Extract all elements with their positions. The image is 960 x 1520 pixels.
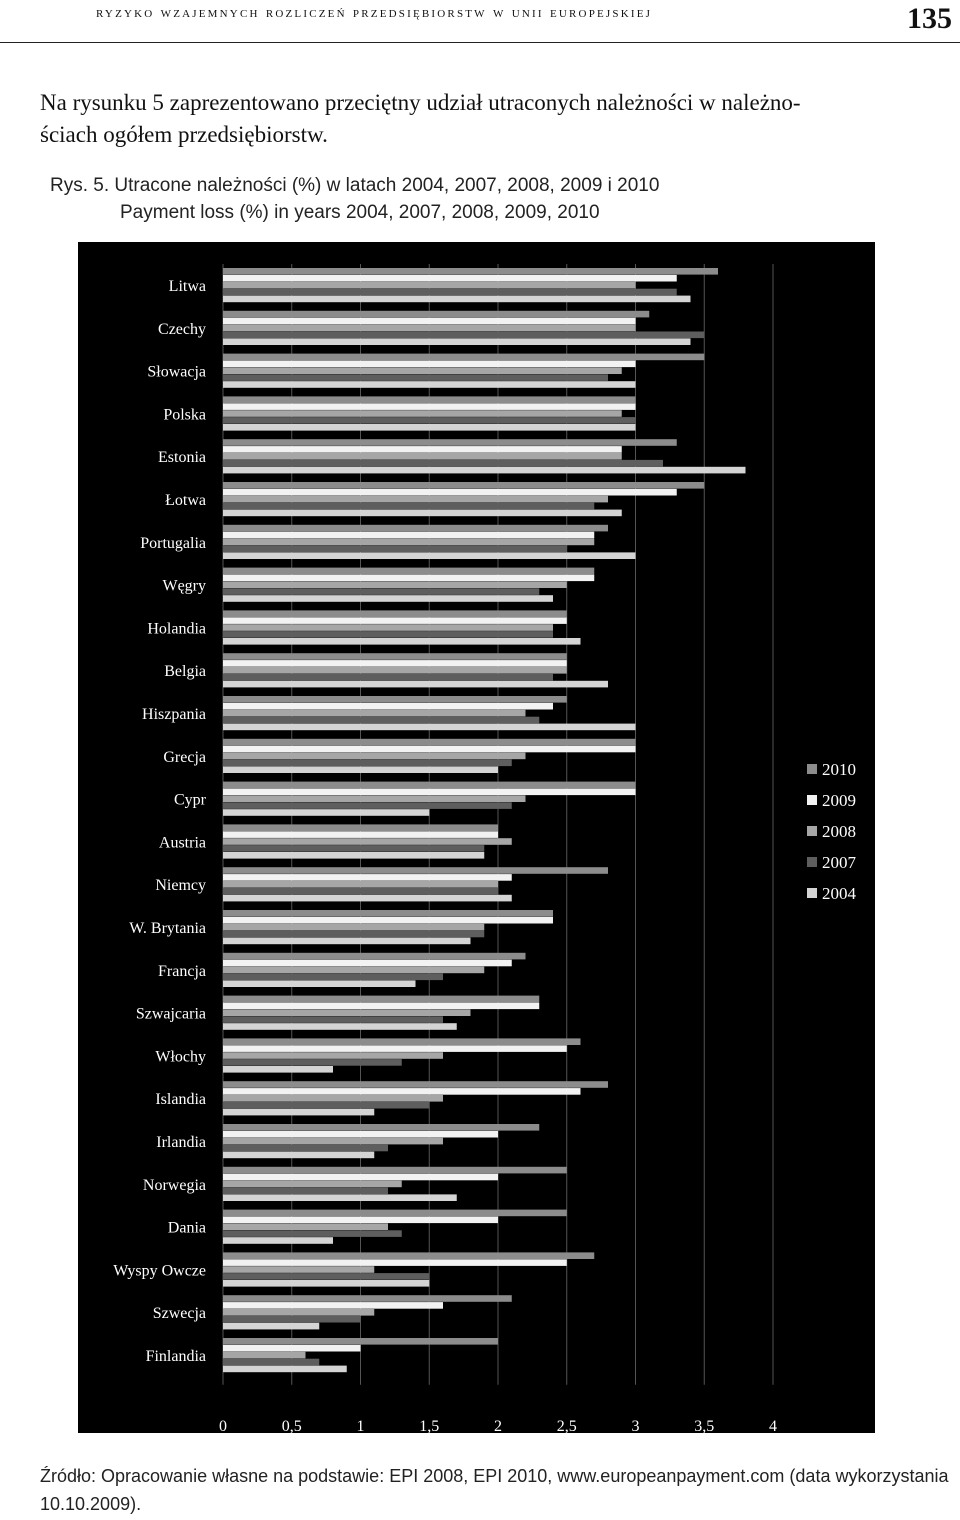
bar-11-2008 xyxy=(223,753,526,760)
bar-20-2007 xyxy=(223,1145,388,1152)
bar-9-2008 xyxy=(223,667,567,674)
category-label: Włochy xyxy=(155,1048,206,1066)
bar-5-2007 xyxy=(223,503,594,510)
bar-11-2009 xyxy=(223,746,636,753)
category-label: Finlandia xyxy=(145,1348,206,1365)
category-label: Czechy xyxy=(158,320,206,338)
bar-18-2008 xyxy=(223,1052,443,1059)
bar-20-2009 xyxy=(223,1131,498,1138)
bar-3-2009 xyxy=(223,403,636,410)
legend-label-2008: 2008 xyxy=(822,822,856,841)
bar-15-2008 xyxy=(223,924,484,931)
category-label: Francja xyxy=(158,962,206,980)
bar-14-2007 xyxy=(223,888,498,895)
bar-3-2008 xyxy=(223,410,622,417)
bar-12-2004 xyxy=(223,809,429,816)
bar-4-2004 xyxy=(223,467,746,474)
bar-11-2007 xyxy=(223,760,512,767)
bar-13-2009 xyxy=(223,831,498,838)
x-tick-label: 4 xyxy=(769,1417,777,1433)
bar-4-2009 xyxy=(223,446,622,453)
bar-25-2009 xyxy=(223,1345,361,1352)
bar-9-2009 xyxy=(223,660,567,667)
bar-1-2009 xyxy=(223,318,636,325)
bar-4-2010 xyxy=(223,439,677,446)
bar-3-2004 xyxy=(223,424,636,431)
figure-caption-pl: Rys. 5. Utracone należności (%) w latach 2004, 2007, 2008, 2009 i 2010 xyxy=(50,175,660,196)
bar-chart xyxy=(78,242,875,1433)
intro-line-1: Na rysunku 5 zaprezentowano przeciętny udział utraconych należności w należno- xyxy=(40,90,801,115)
category-label: W. Brytania xyxy=(129,920,206,937)
bar-15-2004 xyxy=(223,938,471,945)
bar-21-2004 xyxy=(223,1194,457,1201)
intro-paragraph xyxy=(40,87,950,151)
bar-16-2009 xyxy=(223,960,512,967)
category-label: Polska xyxy=(163,406,206,424)
bar-4-2008 xyxy=(223,453,622,460)
legend-label-2010: 2010 xyxy=(822,760,856,779)
legend-label-2004: 2004 xyxy=(822,884,856,903)
bar-20-2010 xyxy=(223,1124,539,1131)
bar-1-2010 xyxy=(223,311,649,318)
bar-18-2004 xyxy=(223,1066,333,1073)
bar-20-2008 xyxy=(223,1138,443,1145)
bar-4-2007 xyxy=(223,460,663,467)
bar-9-2010 xyxy=(223,653,567,660)
bar-19-2009 xyxy=(223,1088,581,1095)
bar-14-2010 xyxy=(223,867,608,874)
bar-22-2010 xyxy=(223,1210,567,1217)
bar-14-2008 xyxy=(223,881,498,888)
bar-19-2007 xyxy=(223,1102,429,1109)
bar-13-2004 xyxy=(223,852,484,859)
bar-2-2009 xyxy=(223,361,636,368)
bar-7-2007 xyxy=(223,588,539,595)
bar-6-2004 xyxy=(223,552,636,559)
intro-line-2: ściach ogółem przedsiębiorstw. xyxy=(40,122,328,147)
x-tick-label: 0 xyxy=(219,1417,227,1433)
bar-22-2008 xyxy=(223,1223,388,1230)
x-tick-label: 0,5 xyxy=(281,1417,302,1433)
figure-caption-en: Payment loss (%) in years 2004, 2007, 2008, 2009, 2010 xyxy=(120,202,600,223)
bar-10-2009 xyxy=(223,703,553,710)
bar-24-2010 xyxy=(223,1295,512,1302)
bar-24-2009 xyxy=(223,1302,443,1309)
bar-8-2010 xyxy=(223,610,567,617)
bar-10-2007 xyxy=(223,717,539,724)
bar-6-2009 xyxy=(223,532,594,539)
bar-12-2009 xyxy=(223,789,636,796)
bar-2-2008 xyxy=(223,367,622,374)
bar-2-2010 xyxy=(223,354,704,361)
x-tick-label: 1,5 xyxy=(419,1417,440,1433)
bar-22-2004 xyxy=(223,1237,333,1244)
bar-21-2010 xyxy=(223,1167,567,1174)
bar-14-2004 xyxy=(223,895,512,902)
bar-12-2007 xyxy=(223,802,512,809)
category-label: Norwegia xyxy=(142,1176,206,1194)
legend-swatch-2010 xyxy=(807,764,817,774)
bar-18-2007 xyxy=(223,1059,402,1066)
bar-1-2008 xyxy=(223,325,636,332)
bar-16-2008 xyxy=(223,967,484,974)
category-label: Szwajcaria xyxy=(135,1005,206,1023)
bar-11-2010 xyxy=(223,739,636,746)
bar-15-2009 xyxy=(223,917,553,924)
bar-24-2004 xyxy=(223,1323,319,1330)
bar-8-2007 xyxy=(223,631,553,638)
bar-25-2008 xyxy=(223,1352,306,1359)
bar-6-2008 xyxy=(223,539,594,546)
x-tick-label: 3 xyxy=(631,1417,640,1433)
legend-swatch-2007 xyxy=(807,857,817,867)
legend-label-2009: 2009 xyxy=(822,791,856,810)
bar-7-2010 xyxy=(223,568,594,575)
bar-23-2004 xyxy=(223,1280,429,1287)
bar-10-2004 xyxy=(223,724,636,731)
bar-0-2004 xyxy=(223,296,691,303)
category-label: Belgia xyxy=(164,663,206,681)
x-tick-label: 1 xyxy=(356,1417,365,1433)
bar-25-2004 xyxy=(223,1366,347,1373)
category-label: Dania xyxy=(167,1219,206,1237)
category-label: Islandia xyxy=(155,1091,206,1109)
bar-19-2008 xyxy=(223,1095,443,1102)
bar-7-2009 xyxy=(223,575,594,582)
legend-swatch-2004 xyxy=(807,888,817,898)
running-head: ryzyko wzajemnych rozliczeń przedsiębiorstw w unii europejskiej xyxy=(96,4,653,21)
bar-24-2007 xyxy=(223,1316,361,1323)
bar-18-2009 xyxy=(223,1045,567,1052)
bar-14-2009 xyxy=(223,874,512,881)
bar-0-2007 xyxy=(223,289,677,296)
bar-22-2007 xyxy=(223,1230,402,1237)
bar-23-2007 xyxy=(223,1273,429,1280)
bar-8-2009 xyxy=(223,617,567,624)
category-label: Estonia xyxy=(158,449,206,467)
bar-13-2008 xyxy=(223,838,512,845)
category-label: Węgry xyxy=(162,577,206,595)
bar-11-2004 xyxy=(223,766,498,773)
bar-0-2009 xyxy=(223,275,677,282)
bar-10-2010 xyxy=(223,696,567,703)
bar-8-2008 xyxy=(223,624,553,631)
bar-23-2009 xyxy=(223,1259,567,1266)
bar-2-2007 xyxy=(223,374,608,381)
category-label: Łotwa xyxy=(165,492,206,509)
category-label: Austria xyxy=(158,834,206,852)
bar-3-2010 xyxy=(223,396,636,403)
bar-2-2004 xyxy=(223,381,636,388)
bar-10-2008 xyxy=(223,710,526,717)
bar-9-2004 xyxy=(223,681,608,688)
bar-8-2004 xyxy=(223,638,581,645)
category-label: Niemcy xyxy=(155,877,206,895)
legend-label-2007: 2007 xyxy=(822,853,856,872)
bar-17-2009 xyxy=(223,1003,539,1010)
bar-13-2010 xyxy=(223,824,498,831)
page-header xyxy=(0,0,960,43)
bar-5-2009 xyxy=(223,489,677,496)
bar-7-2004 xyxy=(223,595,553,602)
category-label: Irlandia xyxy=(156,1134,206,1151)
figure-caption xyxy=(50,172,659,226)
bar-5-2008 xyxy=(223,496,608,503)
bar-15-2010 xyxy=(223,910,553,917)
bar-5-2010 xyxy=(223,482,704,489)
bar-17-2008 xyxy=(223,1009,471,1016)
category-label: Szwecja xyxy=(152,1305,206,1323)
bar-17-2004 xyxy=(223,1023,457,1030)
bar-15-2007 xyxy=(223,931,484,938)
bar-17-2010 xyxy=(223,996,539,1003)
bar-3-2007 xyxy=(223,417,636,424)
x-tick-label: 2,5 xyxy=(556,1417,577,1433)
bar-19-2010 xyxy=(223,1081,608,1088)
bar-13-2007 xyxy=(223,845,484,852)
bar-16-2004 xyxy=(223,980,416,987)
bar-21-2009 xyxy=(223,1174,498,1181)
bar-12-2010 xyxy=(223,782,636,789)
bar-5-2004 xyxy=(223,510,622,517)
bar-17-2007 xyxy=(223,1016,443,1023)
bar-0-2008 xyxy=(223,282,636,289)
legend-swatch-2008 xyxy=(807,826,817,836)
legend-swatch-2009 xyxy=(807,795,817,805)
bar-22-2009 xyxy=(223,1217,498,1224)
bar-25-2007 xyxy=(223,1359,319,1366)
bar-19-2004 xyxy=(223,1109,374,1116)
bar-23-2008 xyxy=(223,1266,374,1273)
category-label: Wyspy Owcze xyxy=(113,1262,206,1280)
category-label: Hiszpania xyxy=(142,706,206,723)
bar-1-2007 xyxy=(223,332,704,339)
bar-18-2010 xyxy=(223,1038,581,1045)
category-label: Portugalia xyxy=(140,534,206,552)
bar-12-2008 xyxy=(223,795,526,802)
category-label: Holandia xyxy=(147,620,206,638)
bar-25-2010 xyxy=(223,1338,498,1345)
bar-24-2008 xyxy=(223,1309,374,1316)
category-label: Słowacja xyxy=(147,363,206,381)
bar-23-2010 xyxy=(223,1252,594,1259)
bar-21-2007 xyxy=(223,1188,388,1195)
x-tick-label: 2 xyxy=(494,1417,502,1433)
bar-6-2010 xyxy=(223,525,608,532)
figure-source: Źródło: Opracowanie własne na podstawie: EPI 2008, EPI 2010, www.europeanpayment.com (data wykorzystania 10.10.2009). xyxy=(40,1466,949,1514)
bar-21-2008 xyxy=(223,1181,402,1188)
bar-6-2007 xyxy=(223,546,567,553)
category-label: Grecja xyxy=(163,748,206,766)
bar-0-2010 xyxy=(223,268,718,275)
x-tick-label: 3,5 xyxy=(694,1417,715,1433)
bar-16-2010 xyxy=(223,953,526,960)
page-number: 135 xyxy=(907,2,952,35)
category-label: Litwa xyxy=(168,278,206,295)
bar-1-2004 xyxy=(223,338,691,345)
category-label: Cypr xyxy=(174,791,206,809)
bar-20-2004 xyxy=(223,1152,374,1159)
bar-7-2008 xyxy=(223,581,567,588)
bar-9-2007 xyxy=(223,674,553,681)
bar-16-2007 xyxy=(223,974,443,981)
